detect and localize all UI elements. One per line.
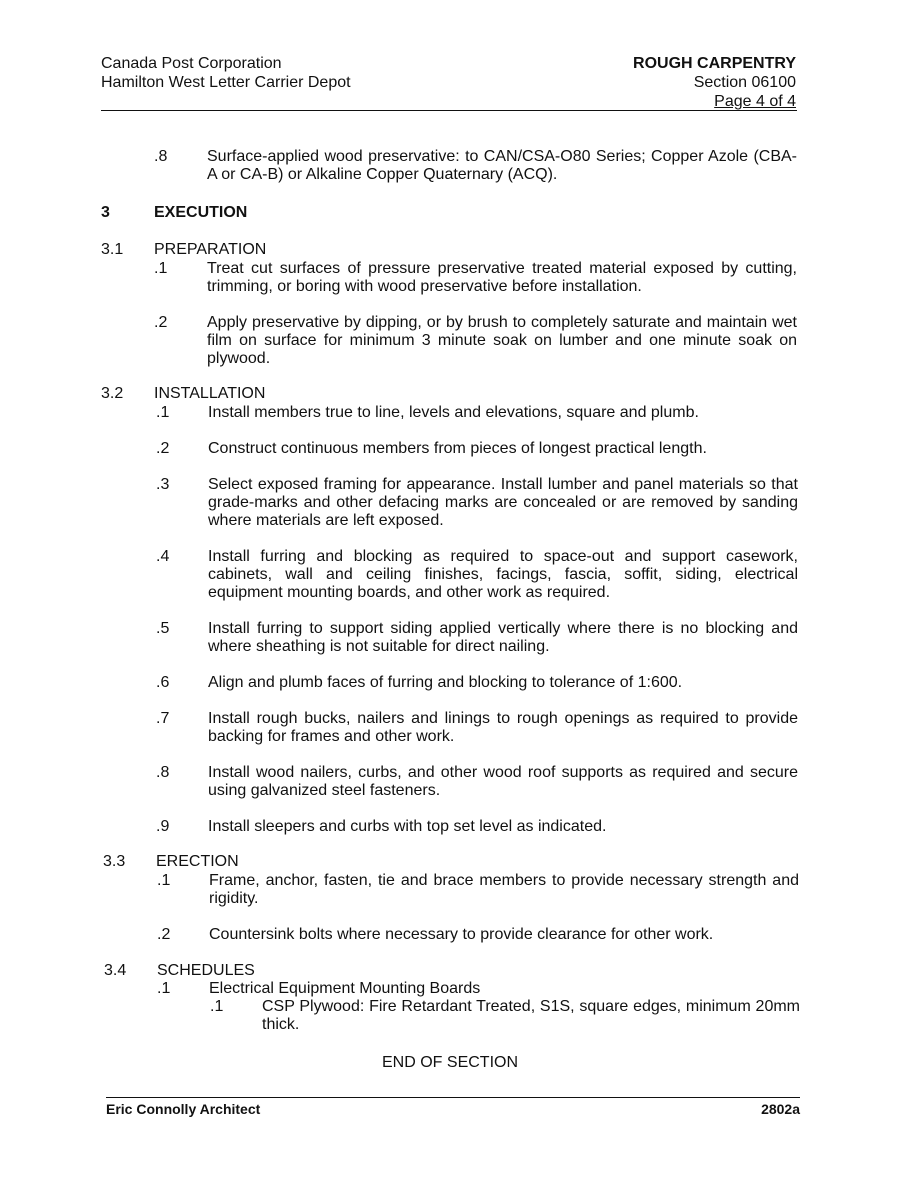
item-number: .4 bbox=[156, 548, 170, 565]
section-number: 3.4 bbox=[104, 962, 127, 979]
section-title: SCHEDULES bbox=[157, 962, 255, 979]
header-title: ROUGH CARPENTRY bbox=[633, 55, 796, 72]
end-of-section: END OF SECTION bbox=[382, 1054, 519, 1071]
footer-author: Eric Connolly Architect bbox=[106, 1101, 261, 1117]
item-number: .9 bbox=[156, 818, 170, 835]
subitem-text: CSP Plywood: Fire Retardant Treated, S1S, square edges, minimum 20mm thick. bbox=[262, 998, 800, 1033]
item-number: .3 bbox=[156, 476, 170, 493]
section-number: 3.2 bbox=[101, 385, 124, 402]
item-number: .7 bbox=[156, 710, 170, 727]
item-text: Electrical Equipment Mounting Boards bbox=[209, 980, 481, 997]
item-text: Align and plumb faces of furring and blocking to tolerance of 1:600. bbox=[208, 674, 683, 691]
section-title: INSTALLATION bbox=[154, 385, 266, 402]
item-number: .2 bbox=[156, 440, 170, 457]
item-text: Install sleepers and curbs with top set level as indicated. bbox=[208, 818, 607, 835]
item-text: Install rough bucks, nailers and linings to rough openings as required to provide backing for frames and other work. bbox=[208, 710, 798, 745]
part-title: EXECUTION bbox=[154, 204, 248, 221]
item-text: Frame, anchor, fasten, tie and brace members to provide necessary strength and rigidity. bbox=[209, 872, 799, 907]
item-number: .5 bbox=[156, 620, 170, 637]
item-text: Install furring to support siding applied vertically where there is no blocking and where sheathing is not suitable for direct nailing. bbox=[208, 620, 798, 655]
header-rule bbox=[101, 110, 797, 111]
item-number: .1 bbox=[157, 872, 171, 889]
item-number: .2 bbox=[154, 314, 168, 331]
item-text: Treat cut surfaces of pressure preservative treated material exposed by cutting, trimming, or boring with wood preservative before installation. bbox=[207, 260, 797, 295]
footer-project-number: 2802a bbox=[761, 1101, 800, 1117]
subitem-number: .1 bbox=[210, 998, 224, 1015]
section-title: PREPARATION bbox=[154, 241, 267, 258]
header-page: Page 4 of 4 bbox=[714, 93, 796, 110]
item-text: Construct continuous members from pieces of longest practical length. bbox=[208, 440, 707, 457]
header-project: Hamilton West Letter Carrier Depot bbox=[101, 74, 351, 91]
item-number: .1 bbox=[156, 404, 170, 421]
section-title: ERECTION bbox=[156, 853, 239, 870]
item-number: .1 bbox=[157, 980, 171, 997]
part-number: 3 bbox=[101, 204, 110, 221]
section-number: 3.3 bbox=[103, 853, 126, 870]
item-number: .1 bbox=[154, 260, 168, 277]
item-number: .8 bbox=[154, 148, 168, 165]
item-text: Countersink bolts where necessary to provide clearance for other work. bbox=[209, 926, 714, 943]
item-text: Install members true to line, levels and elevations, square and plumb. bbox=[208, 404, 699, 421]
item-text: Surface-applied wood preservative: to CAN/CSA-O80 Series; Copper Azole (CBA-A or CA-B) or Alkaline Copper Quaternary (ACQ). bbox=[207, 148, 797, 183]
item-number: .6 bbox=[156, 674, 170, 691]
section-number: 3.1 bbox=[101, 241, 124, 258]
header-org: Canada Post Corporation bbox=[101, 55, 282, 72]
item-text: Apply preservative by dipping, or by brush to completely saturate and maintain wet film on surface for minimum 3 minute soak on lumber and one minute soak on plywood. bbox=[207, 314, 797, 367]
footer-rule bbox=[106, 1097, 800, 1098]
item-text: Select exposed framing for appearance. Install lumber and panel materials so that grade-marks and other defacing marks are concealed or are removed by sanding where materials are left exposed. bbox=[208, 476, 798, 529]
item-text: Install furring and blocking as required to space-out and support casework, cabinets, wall and ceiling finishes, facings, fascia, soffit, siding, electrical equipment mounting boards, and other work as required. bbox=[208, 548, 798, 601]
item-text: Install wood nailers, curbs, and other wood roof supports as required and secure using galvanized steel fasteners. bbox=[208, 764, 798, 799]
header-section: Section 06100 bbox=[693, 74, 796, 91]
item-number: .2 bbox=[157, 926, 171, 943]
item-number: .8 bbox=[156, 764, 170, 781]
